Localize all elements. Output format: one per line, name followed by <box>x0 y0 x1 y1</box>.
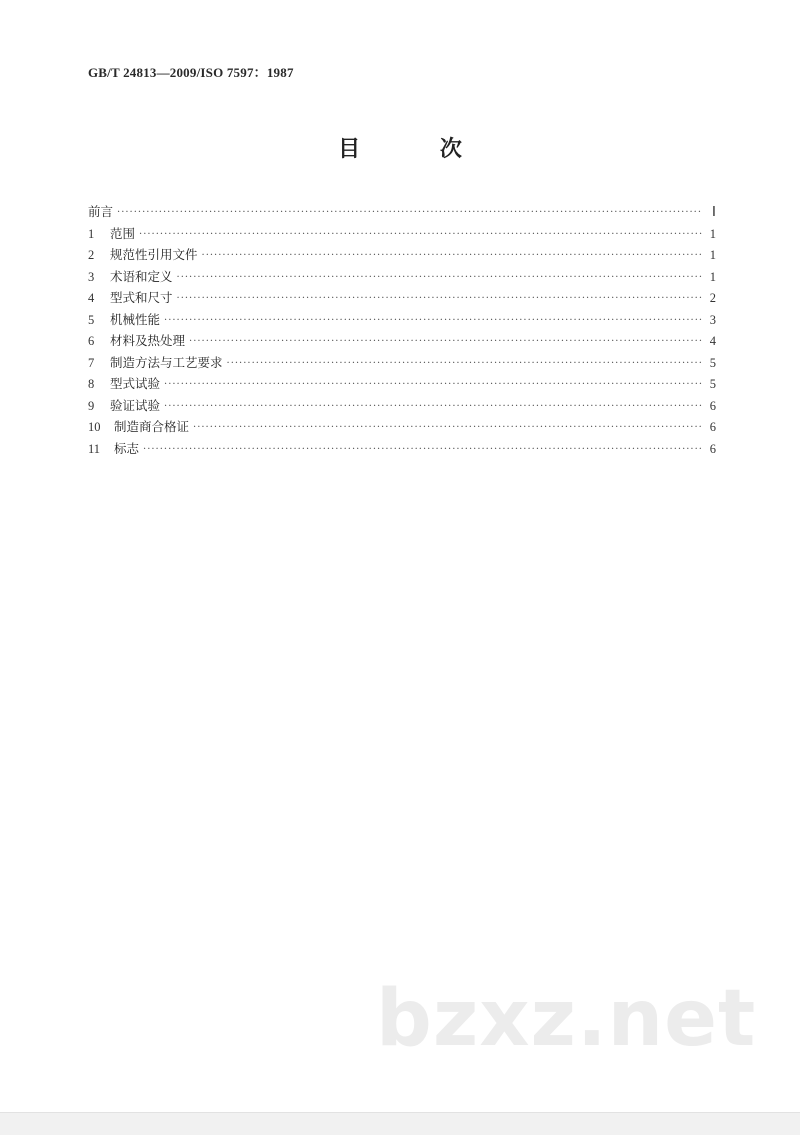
toc-entry-page: 1 <box>709 248 716 262</box>
toc-leader-dots <box>164 315 702 326</box>
site-watermark: bzxz.net <box>376 974 757 1064</box>
toc-entry-page: Ⅰ <box>711 205 716 220</box>
toc-leader-dots <box>177 272 702 283</box>
toc-entry-number: 9 <box>88 398 95 413</box>
table-of-contents <box>88 202 716 460</box>
toc-entry-number: 10 <box>88 420 101 434</box>
toc-entry-page: 5 <box>709 377 716 391</box>
toc-entry-number: 5 <box>88 312 95 327</box>
toc-leader-dots <box>143 444 702 455</box>
standard-code: GB/T 24813—2009/ISO 7597：1987 <box>88 65 294 80</box>
toc-entry-number: 4 <box>88 291 95 305</box>
toc-leader-dots <box>164 401 702 412</box>
toc-entry-label: 型式和尺寸 <box>110 290 173 305</box>
toc-entry-label: 范围 <box>110 225 136 241</box>
toc-entry-number: 8 <box>88 377 95 391</box>
toc-leader-dots <box>193 422 702 433</box>
toc-entry-7[interactable] <box>88 353 716 375</box>
toc-entry-number: 11 <box>88 441 101 456</box>
toc-entry-label: 前言 <box>88 204 114 219</box>
toc-entry-page: 4 <box>709 334 716 348</box>
toc-entry-11[interactable] <box>88 439 716 461</box>
toc-entry-page: 6 <box>709 441 716 456</box>
toc-entry-label: 术语和定义 <box>110 268 173 284</box>
toc-entry-2[interactable] <box>88 245 716 267</box>
toc-entry-page: 2 <box>709 291 716 305</box>
toc-entry-page: 5 <box>709 355 716 370</box>
toc-entry-9[interactable] <box>88 396 716 418</box>
toc-entry-4[interactable] <box>88 288 716 310</box>
toc-leader-dots <box>117 207 702 218</box>
toc-entry-label: 机械性能 <box>110 311 161 327</box>
viewer-bottom-bar <box>0 1112 800 1135</box>
toc-entry-number: 2 <box>88 248 95 262</box>
toc-leader-dots <box>227 358 702 369</box>
toc-entry-label: 规范性引用文件 <box>110 247 198 262</box>
toc-leader-dots <box>177 293 702 304</box>
toc-leader-dots <box>189 336 702 347</box>
toc-entry-label: 材料及热处理 <box>110 333 186 348</box>
toc-title: 目 次 <box>338 137 498 162</box>
toc-leader-dots <box>164 379 702 390</box>
toc-entry-8[interactable] <box>88 374 716 396</box>
toc-entry-number: 6 <box>88 334 95 348</box>
toc-entry-label: 制造方法与工艺要求 <box>110 354 223 370</box>
toc-entry-label: 型式试验 <box>110 376 161 391</box>
toc-entry-page: 6 <box>709 420 716 434</box>
toc-entry-foreword[interactable] <box>88 202 716 224</box>
toc-entry-10[interactable] <box>88 417 716 439</box>
toc-entry-page: 6 <box>709 398 716 413</box>
toc-entry-label: 验证试验 <box>110 397 161 413</box>
toc-entry-number: 1 <box>88 226 95 241</box>
toc-entry-number: 7 <box>88 355 95 370</box>
toc-entry-6[interactable] <box>88 331 716 353</box>
toc-entry-page: 1 <box>709 269 716 284</box>
toc-leader-dots <box>139 229 702 240</box>
toc-entry-1[interactable] <box>88 224 716 246</box>
toc-entry-5[interactable] <box>88 310 716 332</box>
toc-entry-page: 1 <box>709 226 716 241</box>
toc-entry-page: 3 <box>709 312 716 327</box>
toc-entry-number: 3 <box>88 269 95 284</box>
toc-entry-label: 标志 <box>114 440 140 456</box>
toc-entry-3[interactable] <box>88 267 716 289</box>
toc-leader-dots <box>202 250 702 261</box>
toc-entry-label: 制造商合格证 <box>114 419 190 434</box>
